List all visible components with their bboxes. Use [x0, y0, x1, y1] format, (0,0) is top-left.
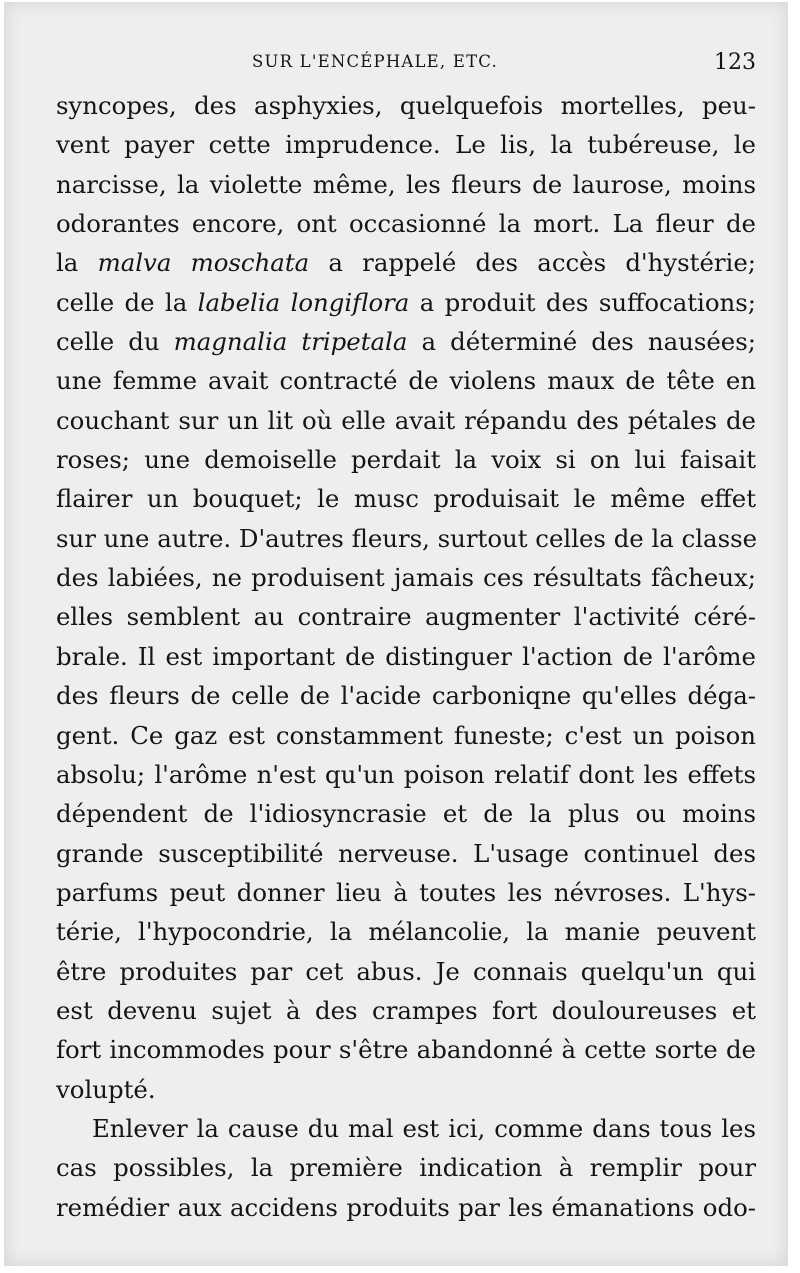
- text-line: [56, 322, 756, 361]
- paragraph-start-line: Enlever la cause du mal est ici, comme dans tous les: [92, 1113, 756, 1143]
- page-header: [56, 50, 756, 80]
- text-line: térie, l'hypocondrie, la mélancolie, la manie peuvent: [56, 917, 756, 947]
- book-page: [4, 2, 788, 1266]
- line-text: celle du: [56, 327, 174, 357]
- text-line: remédier aux accidens produits par les émanations odo-: [56, 1192, 756, 1222]
- text-line: [56, 243, 756, 282]
- paragraph-end-line: volupté.: [56, 1074, 156, 1104]
- line-text: a produit des suffocations;: [409, 287, 756, 317]
- text-line: syncopes, des asphyxies, quelquefois mortelles, peu-: [56, 91, 756, 120]
- text-line: roses; une demoiselle perdait la voix si on lui faisait: [56, 445, 756, 475]
- text-line: fort incommodes pour s'être abandonné à cette sorte de: [56, 1035, 756, 1065]
- text-line: brale. Il est important de distinguer l'action de l'arôme: [56, 641, 756, 671]
- text-line: flairer un bouquet; le musc produisait le même effet: [56, 484, 756, 514]
- text-line: est devenu sujet à des crampes fort douloureuses et: [56, 995, 756, 1025]
- text-line: grande susceptibilité nerveuse. L'usage continuel des: [56, 838, 756, 868]
- body-text: [56, 86, 756, 1227]
- text-line: une femme avait contracté de violens maux de tête en: [56, 366, 756, 396]
- text-line: [56, 283, 756, 322]
- text-line: sur une autre. D'autres fleurs, surtout celles de la classe: [56, 523, 758, 553]
- text-line: des fleurs de celle de l'acide carboniqne qu'elles déga-: [56, 681, 756, 711]
- botanical-name: magnalia tripetala: [173, 327, 408, 357]
- text-line: être produites par cet abus. Je connais quelqu'un qui: [56, 956, 756, 986]
- text-line: dépendent de l'idiosyncrasie et de la plus ou moins: [56, 799, 756, 829]
- botanical-name: malva moschata: [97, 248, 310, 278]
- text-line: des labiées, ne produisent jamais ces résultats fâcheux;: [56, 563, 756, 593]
- text-line: absolu; l'arôme n'est qu'un poison relatif dont les effets: [56, 759, 756, 789]
- text-line: cas possibles, la première indication à remplir pour: [56, 1153, 756, 1183]
- text-line: gent. Ce gaz est constamment funeste; c'est un poison: [56, 720, 756, 750]
- running-head: SUR L'ENCÉPHALE, ETC.: [252, 52, 498, 71]
- page-number: 123: [714, 50, 756, 75]
- line-text: celle de la: [56, 287, 198, 317]
- text-line: parfums peut donner lieu à toutes les névroses. L'hys-: [56, 877, 756, 907]
- line-text: a déterminé des nausées;: [407, 327, 756, 357]
- text-line: couchant sur un lit où elle avait répandu des pétales de: [56, 405, 756, 435]
- text-line: odorantes encore, ont occasionné la mort. La fleur de: [56, 209, 756, 239]
- botanical-name: labelia longiflora: [197, 287, 410, 317]
- line-text: la: [56, 248, 98, 278]
- text-line: narcisse, la violette même, les fleurs de laurose, moins: [56, 169, 756, 199]
- line-text: a rappelé des accès d'hystérie;: [309, 248, 756, 278]
- text-line: vent payer cette imprudence. Le lis, la tubéreuse, le: [56, 130, 756, 160]
- text-line: elles semblent au contraire augmenter l'activité céré-: [56, 602, 756, 632]
